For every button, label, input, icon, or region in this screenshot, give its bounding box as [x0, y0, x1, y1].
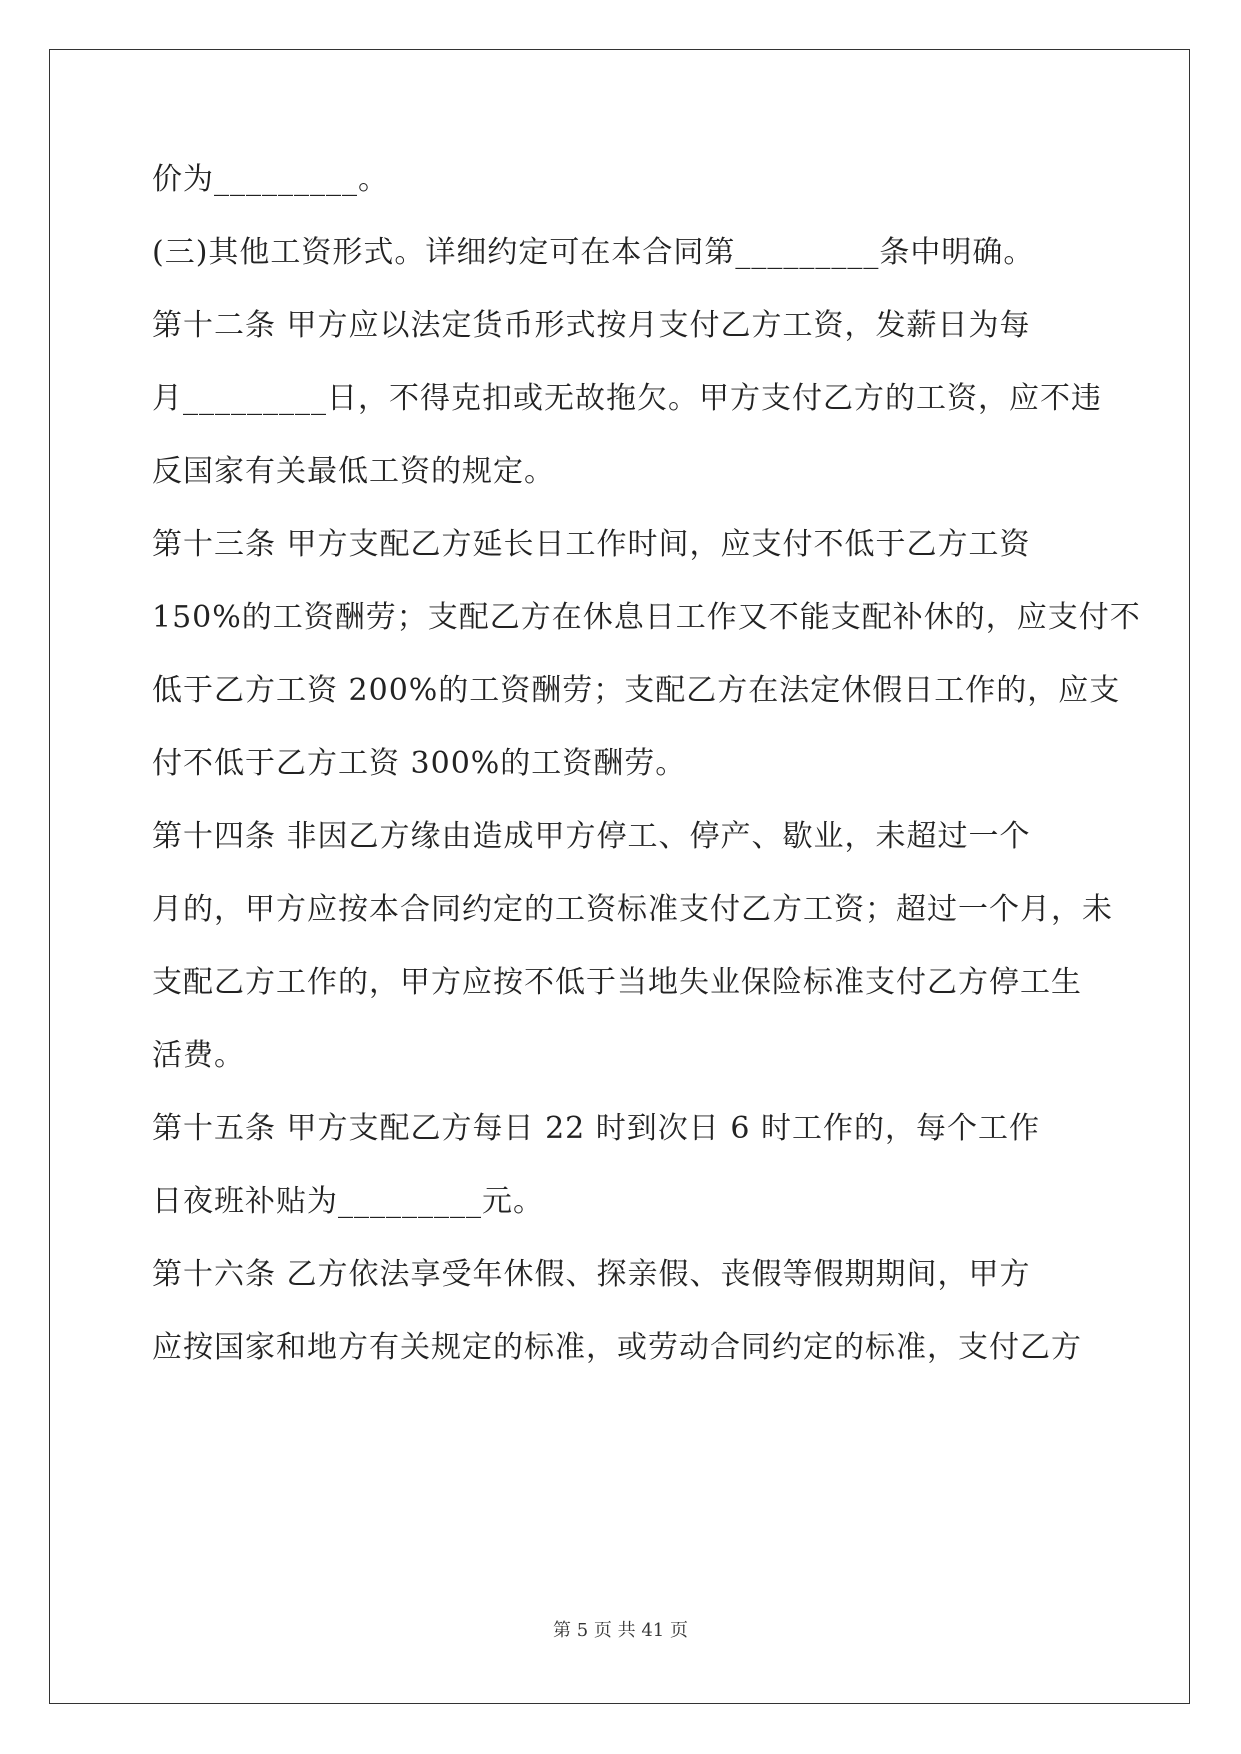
text-line: 应按国家和地方有关规定的标准，或劳动合同约定的标准，支付乙方 [152, 1330, 1082, 1365]
text-line: 反国家有关最低工资的规定。 [152, 454, 555, 489]
text-line: 第十四条 非因乙方缘由造成甲方停工、停产、歇业，未超过一个 [152, 819, 1031, 854]
text-line: 低于乙方工资 200%的工资酬劳；支配乙方在法定休假日工作的，应支 [152, 673, 1121, 708]
text-line: 第十二条 甲方应以法定货币形式按月支付乙方工资，发薪日为每 [152, 308, 1031, 343]
text-line: 价为_________。 [152, 162, 389, 197]
text-line: 活费。 [152, 1038, 245, 1073]
text-line: 第十三条 甲方支配乙方延长日工作时间，应支付不低于乙方工资 [152, 527, 1031, 562]
page-number: 第 5 页 共 41 页 [553, 1620, 688, 1641]
text-line: 日夜班补贴为_________元。 [152, 1184, 544, 1219]
text-line: 付不低于乙方工资 300%的工资酬劳。 [152, 746, 687, 781]
page-border [49, 49, 1190, 1704]
text-line: 第十五条 甲方支配乙方每日 22 时到次日 6 时工作的，每个工作 [152, 1111, 1040, 1146]
text-line: 第十六条 乙方依法享受年休假、探亲假、丧假等假期期间，甲方 [152, 1257, 1031, 1292]
text-line: 月_________日，不得克扣或无故拖欠。甲方支付乙方的工资，应不违 [152, 381, 1102, 416]
text-line: 月的，甲方应按本合同约定的工资标准支付乙方工资；超过一个月，未 [152, 892, 1113, 927]
text-line: 150%的工资酬劳；支配乙方在休息日工作又不能支配补休的，应支付不 [152, 600, 1141, 635]
text-line: 支配乙方工作的，甲方应按不低于当地失业保险标准支付乙方停工生 [152, 965, 1082, 1000]
text-line: (三)其他工资形式。详细约定可在本合同第_________条中明确。 [152, 235, 1035, 270]
